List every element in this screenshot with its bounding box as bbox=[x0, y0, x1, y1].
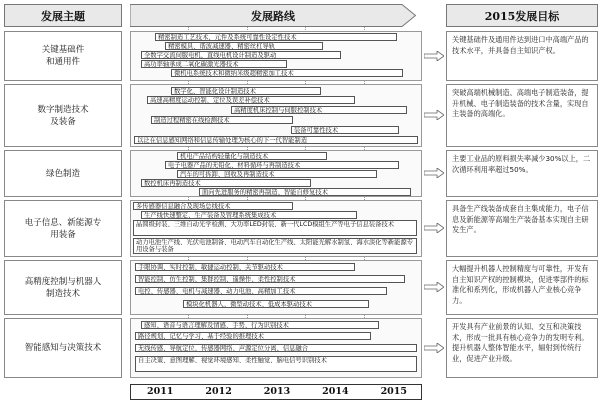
roadmap-bar: 无线传感、导航定位、传感器网络、声源定位分离、信息融合 bbox=[135, 344, 417, 352]
roadmap-bar: 制造过程精密在线检测技术 bbox=[151, 116, 293, 124]
roadmap-bar: 微机电系统技术和微纳米级超精密加工技术 bbox=[171, 69, 403, 77]
arrow-right-icon bbox=[424, 110, 444, 120]
goal-text: 关键基础件及通用件达到进口中高端产品的技术水平，并具备自主知识产权。 bbox=[452, 35, 589, 55]
roadmap-bar: 高速高精度运动控制、定位及误差补偿技术 bbox=[147, 96, 355, 104]
arrow-right-icon bbox=[424, 51, 444, 61]
roadmap-band-digital-manufacturing bbox=[130, 84, 422, 147]
roadmap-bar: 精密制造工艺技术、元件及系统可靠性设定性技术 bbox=[155, 33, 397, 41]
roadmap-bar: 电控、传感器、电机与减速器、动力电池、高精加工技术 bbox=[135, 287, 387, 295]
goal-text: 大幅提升机器人控制精度与可靠性，开发有自主知识产权的控制模块，促进零部件的标准化和系列化，形成机器人产业核心竞争力。 bbox=[452, 264, 589, 305]
arrow-right-icon bbox=[424, 343, 444, 353]
year-label: 2013 bbox=[263, 386, 291, 397]
roadmap-bar: 高功率轴承成二氧化碳激光器技术 bbox=[141, 60, 287, 68]
roadmap-bar: 生产线快速整定、生产装备及管理系统集成技术 bbox=[141, 211, 357, 219]
goal-text: 具备生产线装备成套自主集成能力，电子信息及新能源等高端生产装备基本实现自主研发生产。 bbox=[452, 204, 589, 234]
roadmap-bar: 自主决策、意图理解、视觉环境感知、柔性触觉、脑电信号识别技术 bbox=[135, 356, 417, 372]
roadmap-bar: 数字化、智能化设计制造技术 bbox=[171, 87, 321, 95]
roadmap-band-key-components bbox=[130, 31, 422, 81]
year-axis bbox=[130, 384, 422, 400]
roadmap-bar: 装备可靠性技术 bbox=[291, 126, 399, 134]
goals-header bbox=[446, 4, 598, 27]
roadmap-band-precision-robotics bbox=[130, 260, 422, 315]
theme-green-manufacturing bbox=[4, 150, 122, 197]
theme-label: 数字制造技术 及装备 bbox=[37, 104, 89, 127]
goal-text: 开发具有产业前景的认知、交互和决策技术，形成一批具有核心竞争力的发明专利。提升机器人整体智能水平，辐射到传统行业，促进产业升级。 bbox=[452, 322, 589, 363]
arrow-right-icon bbox=[424, 223, 444, 233]
roadmap-bar: 手眼协调、实时控制、敏捷运动控制、关节驱动技术 bbox=[135, 263, 355, 271]
goal-intelligent-perception bbox=[446, 318, 598, 378]
roadmap-bar: 智能控制、仿生控制、集群控制、遥操作、柔性控制技术 bbox=[135, 275, 405, 283]
arrow-right-icon bbox=[424, 282, 444, 292]
year-label: 2011 bbox=[146, 386, 174, 397]
goal-text: 主要工业品的原料损失率减少30%以上，二次循环利用率超过50%。 bbox=[452, 154, 591, 174]
goal-key-components bbox=[446, 31, 598, 81]
themes-header bbox=[4, 4, 122, 27]
theme-key-components bbox=[4, 31, 122, 81]
roadmap-bar: 全数字交流伺服电机、直线电机设计制造及驱动 bbox=[141, 51, 341, 59]
roadmap-bar: 面向先进服务的精密再制造、智能自修复技术 bbox=[199, 188, 411, 196]
theme-label: 高精度控制与机器人 制造技术 bbox=[24, 276, 102, 299]
roadmap-bar: 多传感器信息融合及现场总线技术 bbox=[133, 202, 293, 210]
roadmap-bar: 晶圆级封装、三维自动光学检测、大功率LED封装、新一代LCD模组生产等电子信息装备技术 bbox=[133, 220, 417, 236]
year-label: 2014 bbox=[322, 386, 349, 397]
roadmap-bar: 以泛在信息感知网络和信息传输处理为核心的下一代智能制造 bbox=[134, 136, 418, 144]
roadmap-band-intelligent-perception bbox=[130, 318, 422, 378]
theme-precision-robotics bbox=[4, 260, 122, 315]
roadmap-bar: 路径规划、记忆与学习、基于经验的推理技术 bbox=[135, 332, 371, 340]
theme-digital-manufacturing bbox=[4, 84, 122, 147]
theme-label: 绿色制造 bbox=[45, 168, 80, 179]
roadmap-band-electronics-new-energy bbox=[130, 200, 422, 257]
theme-label: 电子信息、新能源专 用装备 bbox=[24, 217, 102, 240]
theme-electronics-new-energy bbox=[4, 200, 122, 257]
theme-intelligent-perception bbox=[4, 318, 122, 378]
roadmap-bar: 感知、语音与语言理解及情感、手势、行为识别技术 bbox=[141, 321, 379, 329]
goals-header-label: 2015发展目标 bbox=[484, 9, 560, 23]
roadmap-bar: 汽车的可拆卸、回收及再制造技术 bbox=[177, 170, 377, 178]
year-label: 2012 bbox=[205, 386, 232, 397]
roadmap-bar: 电子电器产品的无铅化、材料循环与再制造技术 bbox=[165, 161, 399, 169]
goal-digital-manufacturing bbox=[446, 84, 598, 147]
theme-label: 关键基础件 和通用件 bbox=[41, 45, 85, 67]
roadmap-bar: 高精度机床控制与伺服控制技术 bbox=[231, 106, 407, 114]
roadmap-header bbox=[130, 4, 416, 27]
goal-precision-robotics bbox=[446, 260, 598, 315]
arrow-right-icon bbox=[424, 168, 444, 178]
year-label: 2015 bbox=[380, 386, 408, 397]
roadmap-bar: 数控机床再制造技术 bbox=[141, 179, 311, 187]
roadmap-bar: 动力电池生产线、光伏电池制备、电动汽车自动化生产线、太阳能光解水制氢、海水淡化等新能源专用设备与装备 bbox=[133, 238, 417, 254]
goal-green-manufacturing bbox=[446, 150, 598, 197]
goal-text: 突破高端机械制造、高端电子制造装备，提升机械、电子制造装备的技术含量，实现自主装备的高端化。 bbox=[452, 88, 589, 118]
theme-label: 智能感知与决策技术 bbox=[24, 343, 102, 353]
goal-electronics-new-energy bbox=[446, 200, 598, 257]
themes-header-label: 发展主题 bbox=[41, 9, 85, 23]
roadmap-bar: 模块化机器人、微型动技术、低成本驱动技术 bbox=[183, 300, 369, 308]
roadmap-band-green-manufacturing bbox=[130, 150, 422, 197]
roadmap-bar: 精密模具、谐波减速器、精密丝杠导轨 bbox=[165, 42, 323, 50]
roadmap-header-label: 发展路线 bbox=[251, 10, 295, 23]
roadmap-bar: 机电产品结构轻量化与制造技术 bbox=[177, 152, 327, 160]
